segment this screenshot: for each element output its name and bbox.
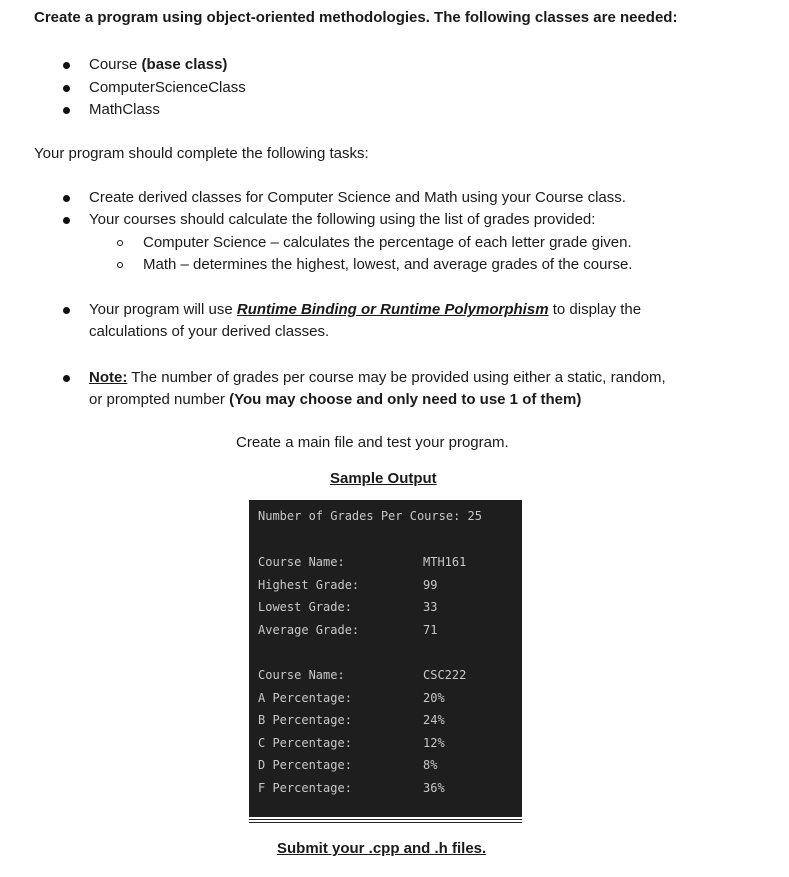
console-label: Lowest Grade: [258,600,352,614]
task-subitem: Computer Science – calculates the percentage of each letter grade given. [143,234,632,251]
tasks-intro: Your program should complete the following tasks: [34,145,369,162]
console-label: A Percentage: [258,691,352,705]
bullet-icon [63,85,70,92]
console-label: Highest Grade: [258,578,360,592]
main-file-text: Create a main file and test your program. [236,434,509,451]
class-item: ComputerScienceClass [89,79,246,96]
task-item-continued: calculations of your derived classes. [89,323,330,340]
divider [249,822,522,823]
task-subitem: Math – determines the highest, lowest, and average grades of the course. [143,256,633,273]
sub-bullet-icon [117,262,123,268]
bullet-icon [63,217,70,224]
bullet-icon [63,107,70,114]
console-value: 36% [423,781,445,795]
console-value: 20% [423,691,445,705]
task-item-continued: or prompted number (You may choose and only need to use 1 of them) [89,391,582,408]
task-item: Note: The number of grades per course may be provided using either a static, random, [89,369,666,386]
console-label: Average Grade: [258,623,360,637]
bullet-icon [63,307,70,314]
bullet-icon [63,195,70,202]
console-label: D Percentage: [258,758,352,772]
console-value: 33 [423,600,438,614]
sub-bullet-icon [117,240,123,246]
console-value: CSC222 [423,668,467,682]
console-value: 24% [423,713,445,727]
console-value: 8% [423,758,438,772]
console-value: MTH161 [423,555,467,569]
submit-instructions: Submit your .cpp and .h files. [277,840,487,857]
note-label: Note: [89,369,128,386]
task-item: Your courses should calculate the following using the list of grades provided: [89,211,596,228]
console-value: 99 [423,578,438,592]
bullet-icon [63,62,70,69]
console-label: Course Name: [258,668,345,682]
console-label: B Percentage: [258,713,352,727]
bullet-icon [63,375,70,382]
task-item: Your program will use Runtime Binding or Runtime Polymorphism to display the [89,301,642,318]
runtime-emphasis: Runtime Binding or Runtime Polymorphism [236,301,549,318]
task-item: Create derived classes for Computer Science and Math using your Course class. [89,189,626,206]
console-label: F Percentage: [258,781,352,795]
class-item: Course (base class) [89,56,228,73]
sample-output-title: Sample Output [330,470,437,487]
console-label: Course Name: [258,555,345,569]
console-value: 71 [423,623,438,637]
console-value: 12% [423,736,445,750]
console-output [249,500,522,817]
console-label: C Percentage: [258,736,352,750]
divider [249,819,522,820]
class-item: MathClass [89,101,160,118]
console-header: Number of Grades Per Course: 25 [258,509,482,523]
assignment-heading: Create a program using object-oriented methodologies. The following classes are needed: [34,9,678,26]
